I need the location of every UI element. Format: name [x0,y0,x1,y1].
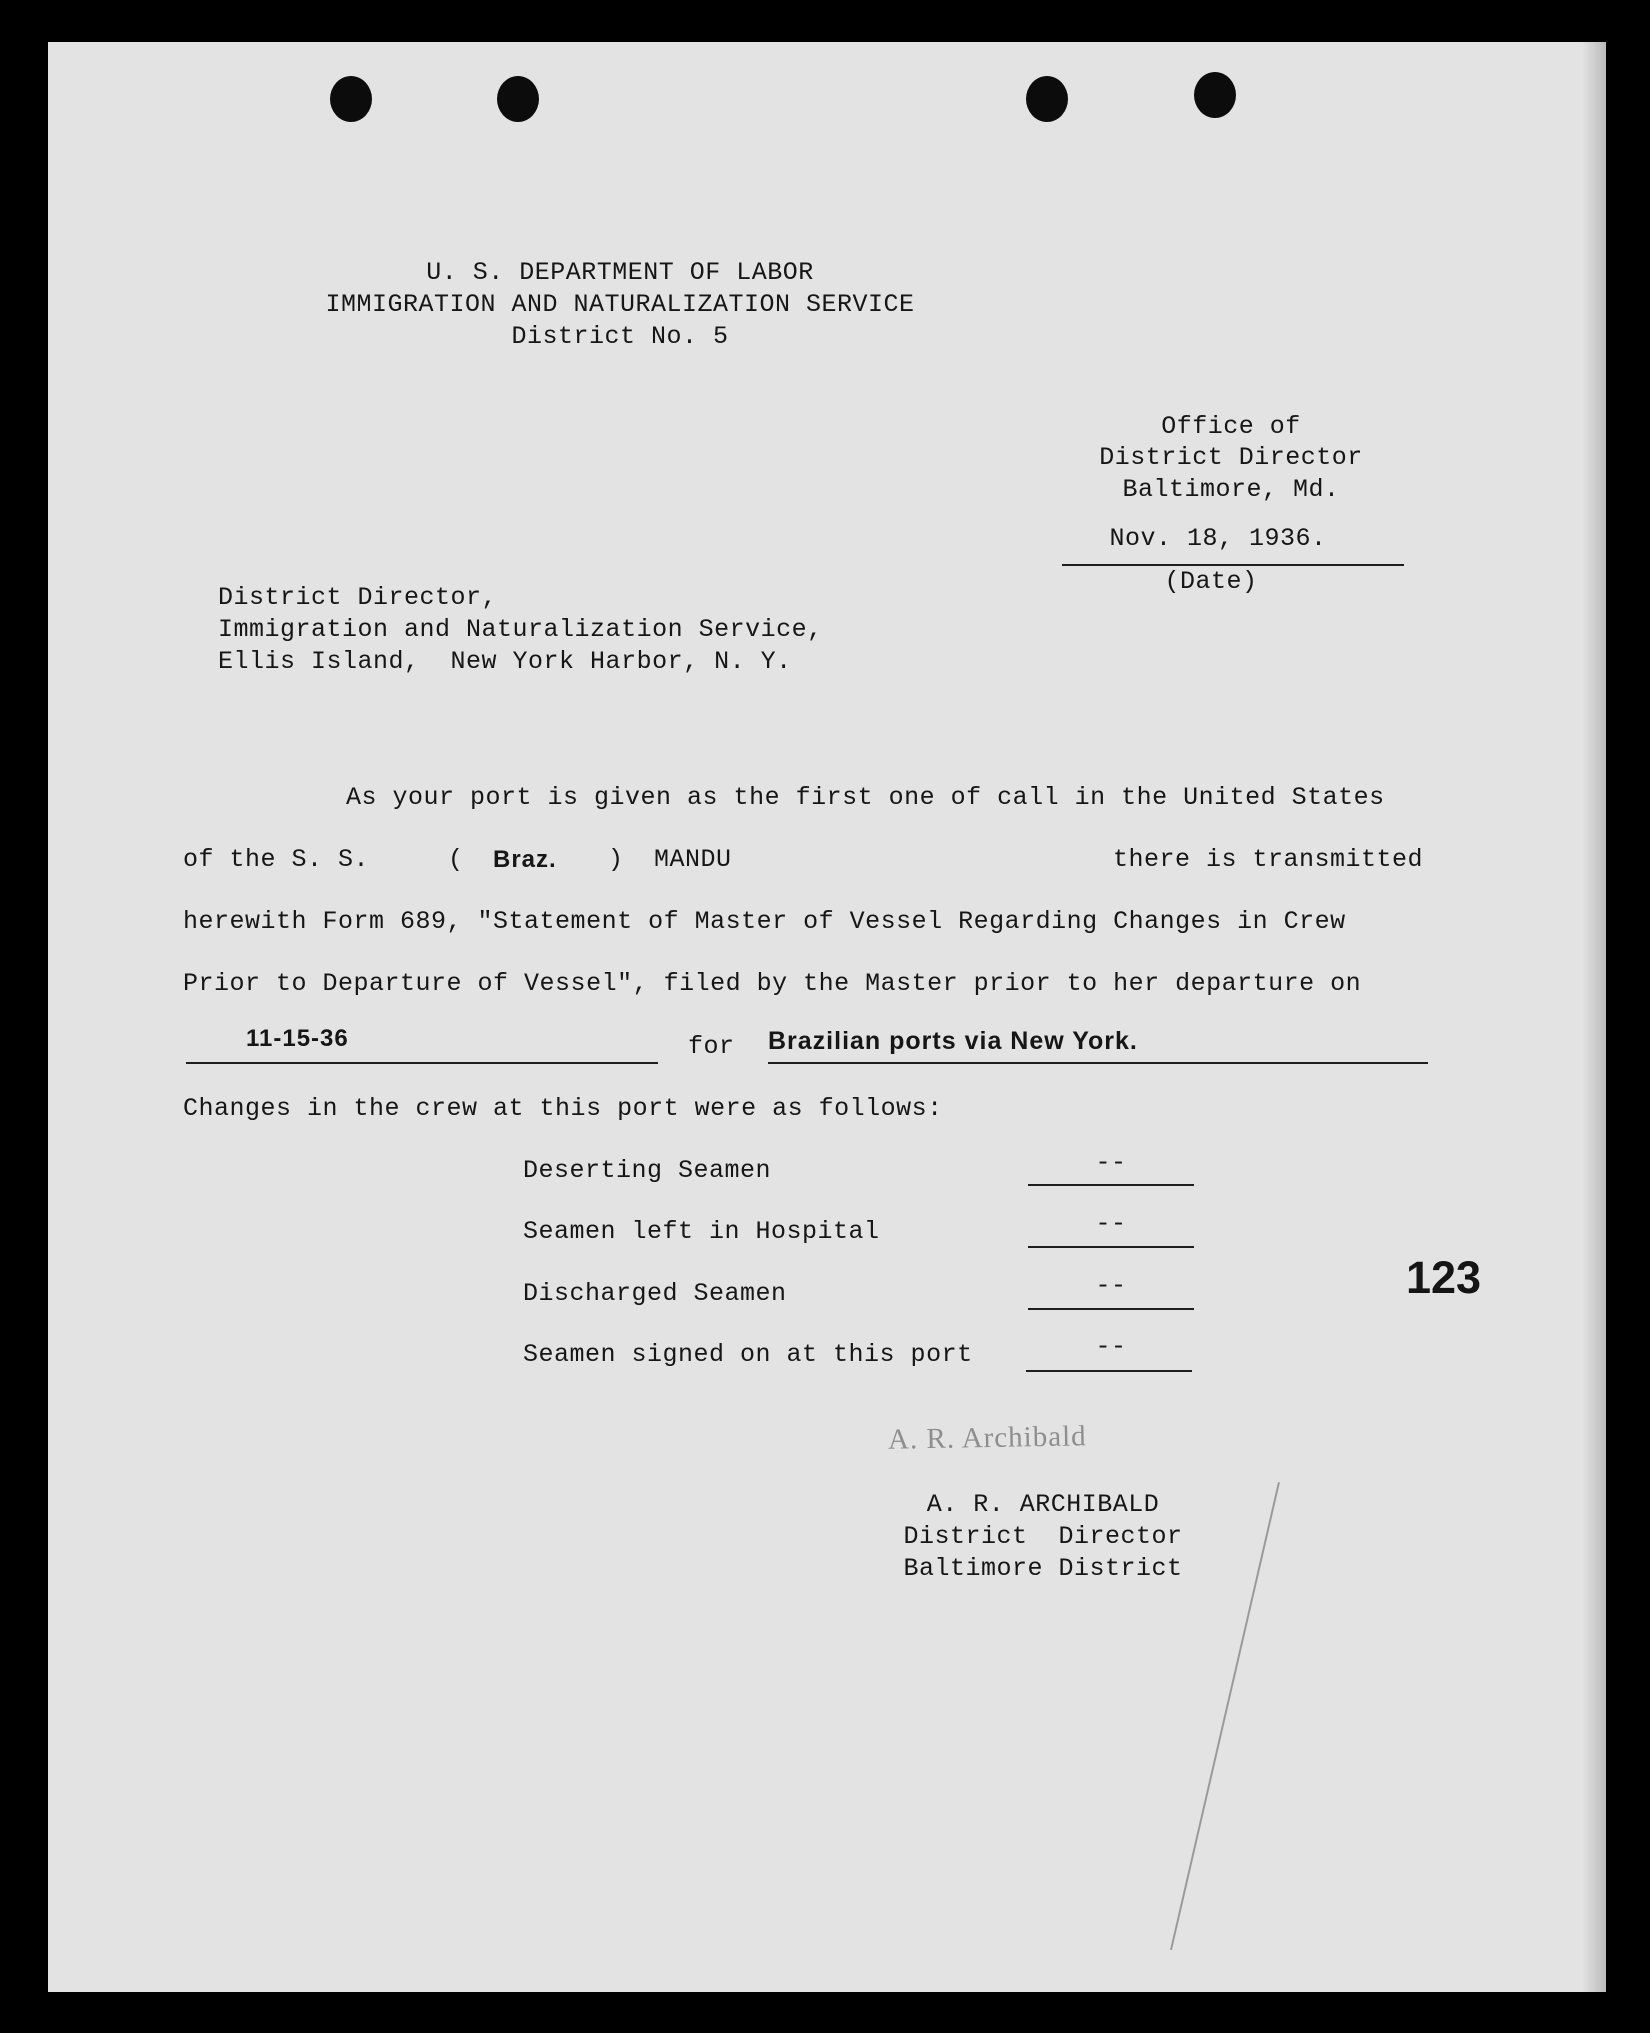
office-title: District Director [1099,443,1363,472]
header-department: U. S. DEPARTMENT OF LABOR [426,258,814,287]
body-line-3: herewith Form 689, "Statement of Master of Vessel Regarding Changes in Crew [183,907,1346,936]
punch-hole [1194,72,1236,118]
header-district: District No. 5 [511,322,729,351]
change-label-deserting: Deserting Seamen [523,1156,772,1185]
flag-close-paren: ) [608,845,624,874]
office-of: Office of [1161,412,1301,441]
body-ship-prefix: of the S. S. [183,845,370,874]
addressee-location: Ellis Island, New York Harbor, N. Y. [218,647,792,676]
change-rule [1028,1246,1194,1248]
change-value-discharged: -- [1095,1271,1127,1300]
changes-intro: Changes in the crew at this port were as follows: [183,1094,943,1123]
change-value-deserting: -- [1095,1148,1127,1177]
for-label: for [688,1032,735,1061]
stamped-signature: A. R. Archibald [887,1420,1087,1456]
page-edge-shadow [1582,42,1606,1992]
office-city: Baltimore, Md. [1122,475,1340,504]
change-rule [1028,1308,1194,1310]
change-label-signed-on: Seamen signed on at this port [523,1340,973,1369]
flag-open-paren: ( [448,845,464,874]
body-ship-suffix: there is transmitted [1113,845,1424,874]
body-line-1: As your port is given as the first one of call in the United States [346,783,1385,812]
change-value-hospital: -- [1095,1209,1127,1238]
punch-hole [330,76,372,122]
document-page [48,42,1606,1992]
body-line-4: Prior to Departure of Vessel", filed by the Master prior to her departure on [183,969,1362,998]
pencil-mark [1170,1482,1280,1950]
punch-hole [497,76,539,122]
change-rule [1028,1184,1194,1186]
date-caption: (Date) [1164,567,1258,596]
signer-name: A. R. ARCHIBALD [926,1490,1160,1519]
vessel-name: MANDU [654,845,732,874]
letter-date: Nov. 18, 1936. [1109,524,1327,553]
addressee-title: District Director, [218,583,498,612]
punch-hole [1026,76,1068,122]
change-rule [1026,1370,1192,1372]
header-service: IMMIGRATION AND NATURALIZATION SERVICE [325,290,915,319]
change-value-signed-on: -- [1095,1332,1127,1361]
change-label-discharged: Discharged Seamen [523,1279,787,1308]
change-label-hospital: Seamen left in Hospital [523,1217,880,1246]
addressee-agency: Immigration and Naturalization Service, [218,615,823,644]
signer-title: District Director [903,1522,1183,1551]
page-stamp-number: 123 [1406,1252,1482,1303]
departure-date-rule [186,1062,658,1064]
vessel-flag: Braz. [493,846,557,873]
signer-district: Baltimore District [903,1554,1183,1583]
date-rule [1062,564,1404,566]
departure-date: 11-15-36 [246,1025,349,1052]
destination-rule [768,1062,1428,1064]
destination: Brazilian ports via New York. [768,1027,1138,1055]
